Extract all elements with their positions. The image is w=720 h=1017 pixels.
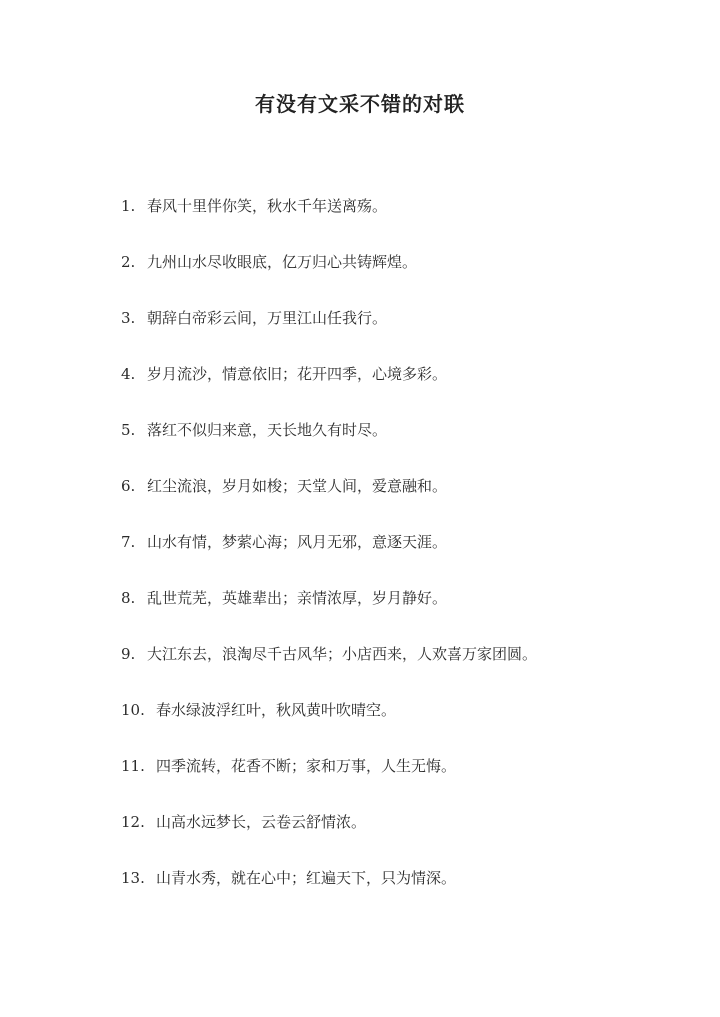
- list-item: [121, 700, 537, 756]
- list-item: [121, 868, 537, 924]
- couplet-list: [121, 196, 537, 924]
- list-item: [121, 308, 537, 364]
- item-number: 6.: [121, 477, 136, 495]
- item-text: 四季流转，花香不断；家和万事，人生无悔。: [156, 757, 457, 775]
- item-text: 九州山水尽收眼底，亿万归心共铸辉煌。: [147, 253, 418, 271]
- list-item: [121, 812, 537, 868]
- list-item: [121, 588, 537, 644]
- item-text: 岁月流沙，情意依旧；花开四季，心境多彩。: [147, 365, 448, 383]
- item-text: 山青水秀，就在心中；红遍天下，只为情深。: [156, 869, 457, 887]
- item-text: 朝辞白帝彩云间，万里江山任我行。: [147, 309, 388, 327]
- list-item: [121, 756, 537, 812]
- list-item: [121, 196, 537, 252]
- item-number: 7.: [121, 533, 136, 551]
- item-text: 乱世荒芜，英雄辈出；亲情浓厚，岁月静好。: [147, 589, 448, 607]
- item-number: 10.: [121, 701, 145, 719]
- item-text: 大江东去，浪淘尽千古风华；小店西来，人欢喜万家团圆。: [147, 645, 538, 663]
- item-number: 2.: [121, 253, 136, 271]
- item-text: 红尘流浪，岁月如梭；天堂人间，爱意融和。: [147, 477, 448, 495]
- list-item: [121, 252, 537, 308]
- item-text: 山水有情，梦萦心海；风月无邪，意逐天涯。: [147, 533, 448, 551]
- item-text: 落红不似归来意，天长地久有时尽。: [147, 421, 388, 439]
- item-number: 8.: [121, 589, 136, 607]
- list-item: [121, 532, 537, 588]
- list-item: [121, 364, 537, 420]
- item-text: 山高水远梦长，云卷云舒情浓。: [156, 813, 367, 831]
- item-number: 9.: [121, 645, 136, 663]
- list-item: [121, 644, 537, 700]
- item-text: 春水绿波浮红叶，秋风黄叶吹晴空。: [156, 701, 397, 719]
- list-item: [121, 420, 537, 476]
- document-title: 有没有文采不错的对联: [255, 92, 465, 116]
- item-number: 11.: [121, 757, 145, 775]
- item-text: 春风十里伴你笑，秋水千年送离殇。: [147, 197, 388, 215]
- item-number: 4.: [121, 365, 136, 383]
- item-number: 12.: [121, 813, 145, 831]
- item-number: 3.: [121, 309, 136, 327]
- item-number: 1.: [121, 197, 136, 215]
- item-number: 13.: [121, 869, 145, 887]
- list-item: [121, 476, 537, 532]
- item-number: 5.: [121, 421, 136, 439]
